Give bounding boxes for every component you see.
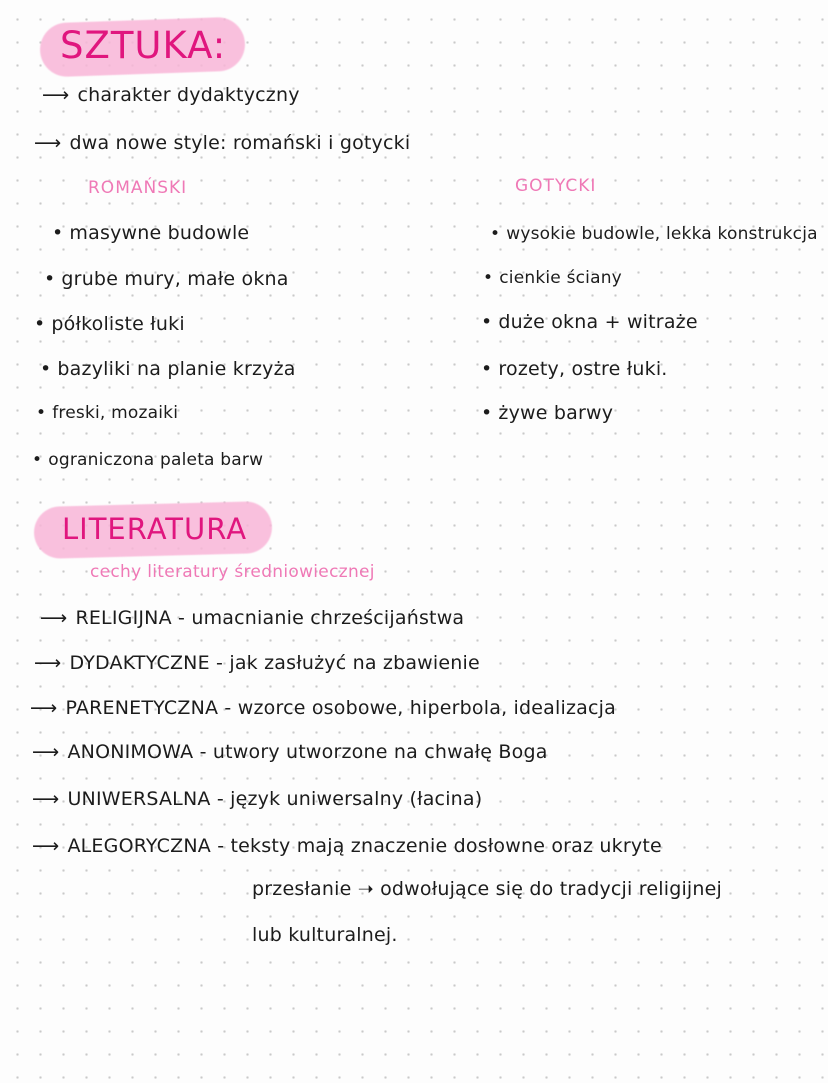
bullet-icon: • bbox=[481, 402, 493, 424]
gotycki-item: • cienkie ściany bbox=[483, 268, 622, 288]
literatura-feature: ⟶ ANONIMOWA - utwory utworzone na chwałę Boga bbox=[32, 741, 548, 763]
arrow-icon: ⟶ bbox=[32, 741, 60, 763]
bullet-icon: • bbox=[44, 268, 56, 290]
bullet-icon: • bbox=[52, 222, 64, 244]
bullet-icon: • bbox=[490, 224, 501, 244]
arrow-icon: ⟶ bbox=[30, 697, 58, 719]
gotycki-title: GOTYCKI bbox=[515, 176, 597, 196]
romanski-item: • ograniczona paleta barw bbox=[32, 450, 264, 470]
romanski-item: • bazyliki na planie krzyża bbox=[40, 358, 296, 380]
bullet-icon: • bbox=[32, 450, 43, 470]
literatura-feature: ⟶ UNIWERSALNA - język uniwersalny (łacina) bbox=[32, 788, 483, 810]
romanski-item: • półkoliste łuki bbox=[34, 313, 185, 335]
literatura-feature: ⟶ RELIGIJNA - umacnianie chrześcijaństwa bbox=[40, 607, 465, 629]
romanski-item: • grube mury, małe okna bbox=[44, 268, 289, 290]
arrow-icon: ⟶ bbox=[42, 84, 70, 106]
literatura-feature: ⟶ PARENETYCZNA - wzorce osobowe, hiperbola, idealizacja bbox=[30, 697, 616, 719]
gotycki-item: • wysokie budowle, lekka konstrukcja bbox=[490, 224, 818, 244]
arrow-icon: ⟶ bbox=[32, 788, 60, 810]
bullet-icon: • bbox=[481, 358, 493, 380]
sztuka-line-1: ⟶ charakter dydaktyczny bbox=[42, 84, 300, 106]
sztuka-heading: SZTUKA: bbox=[60, 24, 227, 67]
arrow-icon: ⟶ bbox=[34, 132, 62, 154]
literatura-continuation: lub kulturalnej. bbox=[252, 924, 398, 946]
literatura-continuation: przesłanie ➝ odwołujące się do tradycji religijnej bbox=[252, 878, 723, 900]
gotycki-item: • żywe barwy bbox=[481, 402, 614, 424]
gotycki-item: • duże okna + witraże bbox=[481, 311, 698, 333]
arrow-icon: ⟶ bbox=[32, 835, 60, 857]
literatura-heading: LITERATURA bbox=[62, 512, 248, 546]
romanski-item: • masywne budowle bbox=[52, 222, 250, 244]
arrow-icon: ⟶ bbox=[34, 652, 62, 674]
arrow-icon: ⟶ bbox=[40, 607, 68, 629]
gotycki-item: • rozety, ostre łuki. bbox=[481, 358, 668, 380]
bullet-icon: • bbox=[34, 313, 46, 335]
literatura-feature: ⟶ ALEGORYCZNA - teksty mają znaczenie dosłowne oraz ukryte bbox=[32, 835, 662, 857]
sztuka-line-2: ⟶ dwa nowe style: romański i gotycki bbox=[34, 132, 411, 154]
romanski-title: ROMAŃSKI bbox=[88, 178, 188, 198]
bullet-icon: • bbox=[481, 311, 493, 333]
literatura-subtitle: cechy literatury średniowiecznej bbox=[90, 562, 375, 582]
bullet-icon: • bbox=[36, 403, 47, 423]
romanski-item: • freski, mozaiki bbox=[36, 403, 179, 423]
bullet-icon: • bbox=[40, 358, 52, 380]
bullet-icon: • bbox=[483, 268, 494, 288]
literatura-feature: ⟶ DYDAKTYCZNE - jak zasłużyć na zbawienie bbox=[34, 652, 480, 674]
